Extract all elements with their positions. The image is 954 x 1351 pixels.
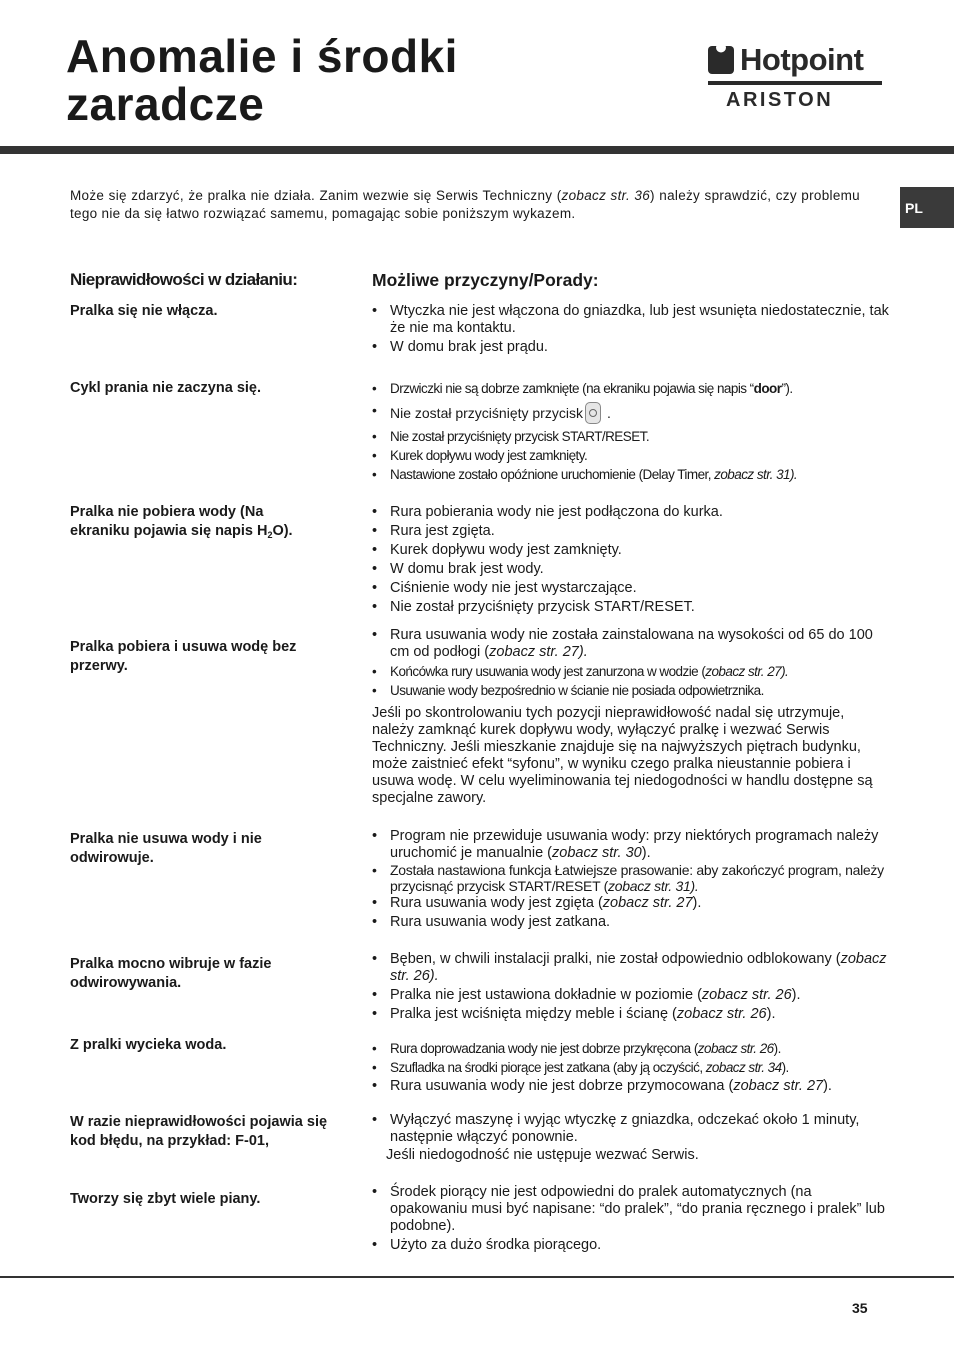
power-button-icon	[585, 402, 601, 424]
siphon-note: Jeśli po skontrolowaniu tych pozycji nieprawidłowość nadal się utrzymuje, należy zamknąć kurek dopływu wody, wyłączyć pralkę i wezwać Serwis Techniczny. Jeśli mieszkanie znajduje się na najwyższych piętrach budynku, może zaistnieć efekt “syfonu”, w wyniku czego pralka nieustannie pobiera i usuwa wodę. W celu wyeliminowania tej niedogodności w handlu dostępne są specjalne zawory.	[372, 705, 873, 806]
list-item: • Pralka nie jest ustawiona dokładnie w poziomie (zobacz str. 26).	[372, 987, 892, 1004]
list-item: • Rura pobierania wody nie jest podłączona do kurka.	[372, 504, 892, 521]
header-divider	[0, 146, 954, 154]
list-item: • Bęben, w chwili instalacji pralki, nie został odpowiednio odblokowany (zobacz str. 26).	[372, 951, 892, 985]
brand-name: Hotpoint	[740, 42, 864, 77]
page-title-line-2: zaradcze	[66, 78, 265, 130]
causes-list	[372, 1112, 892, 1148]
list-item: • Pralka jest wciśnięta między meble i ścianę (zobacz str. 26).	[372, 1006, 892, 1023]
issue-label: Pralka mocno wibruje w fazie odwirowywania.	[70, 956, 272, 991]
intro-paragraph: Może się zdarzyć, że pralka nie działa. Zanim wezwie się Serwis Techniczny (zobacz str. 36) należy sprawdzić, czy problemu tego nie da się łatwo rozwiązać samemu, pomagając sobie poniższym wykazem.	[70, 188, 860, 221]
list-item: • Środek piorący nie jest odpowiedni do pralek automatycznych (na opakowaniu musi być napisane: “do pralek”, “do prania ręcznego i pralek” lub podobne).	[372, 1184, 892, 1235]
list-item: • Rura usuwania wody nie jest dobrze przymocowana (zobacz str. 27).	[372, 1078, 892, 1095]
causes-list	[372, 951, 892, 1025]
list-item: • Nastawione zostało opóźnione uruchomienie (Delay Timer, zobacz str. 31).	[372, 466, 892, 483]
door-indicator-text: door	[753, 381, 782, 396]
list-item: • Usuwanie wody bezpośrednio w ścianie nie posiada odpowietrznika.	[372, 682, 892, 699]
language-tab: PL	[900, 187, 954, 228]
causes-list	[372, 1040, 892, 1097]
list-item: • Została nastawiona funkcja Łatwiejsze prasowanie: aby zakończyć program, należy przycisnąć przycisk START/RESET (zobacz str. 31).	[372, 862, 892, 894]
causes-list	[372, 380, 892, 485]
list-item: • Program nie przewiduje usuwania wody: przy niektórych programach należy uruchomić je manualnie (zobacz str. 30).	[372, 828, 892, 862]
page-title	[66, 32, 458, 128]
issue-label: W razie nieprawidłowości pojawia się kod błędu, na przykład: F-01,	[70, 1114, 328, 1149]
service-note: Jeśli niedogodność nie ustępuje wezwać Serwis.	[386, 1147, 699, 1163]
footer-divider	[0, 1276, 954, 1278]
list-item: • Rura usuwania wody jest zatkana.	[372, 914, 892, 931]
list-item: • Kurek dopływu wody jest zamknięty.	[372, 447, 892, 464]
page-number: 35	[852, 1300, 868, 1316]
problems-column-heading: Nieprawidłowości w działaniu:	[70, 270, 298, 289]
issue-label: Tworzy się zbyt wiele piany.	[70, 1191, 261, 1207]
hotpoint-ariston-logo	[708, 42, 884, 118]
brand-subname: ARISTON	[726, 89, 834, 111]
issue-label: Pralka nie pobiera wody (Na ekraniku pojawia się napis $H_2O$).	[70, 504, 293, 540]
list-item: • Szufladka na środki piorące jest zatkana (aby ją oczyścić, zobacz str. 34).	[372, 1059, 892, 1076]
causes-list	[372, 504, 892, 618]
causes-list	[372, 627, 892, 701]
list-item: • Wtyczka nie jest włączona do gniazdka, lub jest wsunięta niedostatecznie, tak że nie ma kontaktu.	[372, 303, 892, 337]
list-item: • Wyłączyć maszynę i wyjąc wtyczkę z gniazdka, odczekać około 1 minuty, następnie włączyć ponownie.	[372, 1112, 892, 1146]
list-item: • Rura doprowadzania wody nie jest dobrze przykręcona (zobacz str. 26).	[372, 1040, 892, 1057]
hotpoint-logo-mark-icon	[708, 46, 734, 74]
causes-list	[372, 828, 892, 933]
causes-column-heading: Możliwe przyczyny/Porady:	[372, 270, 599, 290]
issue-label: Pralka pobiera i usuwa wodę bez przerwy.	[70, 639, 297, 674]
list-item: • Kurek dopływu wody jest zamknięty.	[372, 542, 892, 559]
list-item: • Drzwiczki nie są dobrze zamknięte (na ekraniku pojawia się napis “door”).	[372, 380, 892, 397]
list-item: • Końcówka rury usuwania wody jest zanurzona w wodzie (zobacz str. 27).	[372, 663, 892, 680]
issue-label: Cykl prania nie zaczyna się.	[70, 380, 262, 396]
issue-label: Z pralki wycieka woda.	[70, 1037, 227, 1053]
list-item: • W domu brak jest wody.	[372, 561, 892, 578]
list-item: • Rura usuwania wody nie została zainstalowana na wysokości od 65 do 100 cm od podłogi (zobacz str. 27).	[372, 627, 892, 661]
list-item: • Rura usuwania wody jest zgięta (zobacz str. 27).	[372, 895, 892, 912]
causes-list	[372, 303, 892, 358]
issue-label: Pralka nie usuwa wody i nie odwirowuje.	[70, 831, 262, 866]
causes-list	[372, 1184, 892, 1256]
list-item: • W domu brak jest prądu.	[372, 339, 892, 356]
list-item: • Użyto za dużo środka piorącego.	[372, 1237, 892, 1254]
list-item: • Ciśnienie wody nie jest wystarczające.	[372, 580, 892, 597]
list-item: • Nie został przyciśnięty przycisk .	[372, 402, 892, 424]
list-item: • Nie został przyciśnięty przycisk START/RESET.	[372, 428, 892, 445]
intro-page-ref: zobacz str. 36	[561, 188, 651, 203]
page-title-line-1: Anomalie i środki	[66, 30, 458, 82]
list-item: • Nie został przyciśnięty przycisk START/RESET.	[372, 599, 892, 616]
list-item: • Rura jest zgięta.	[372, 523, 892, 540]
issue-label: Pralka się nie włącza.	[70, 303, 218, 319]
logo-divider	[708, 81, 882, 85]
